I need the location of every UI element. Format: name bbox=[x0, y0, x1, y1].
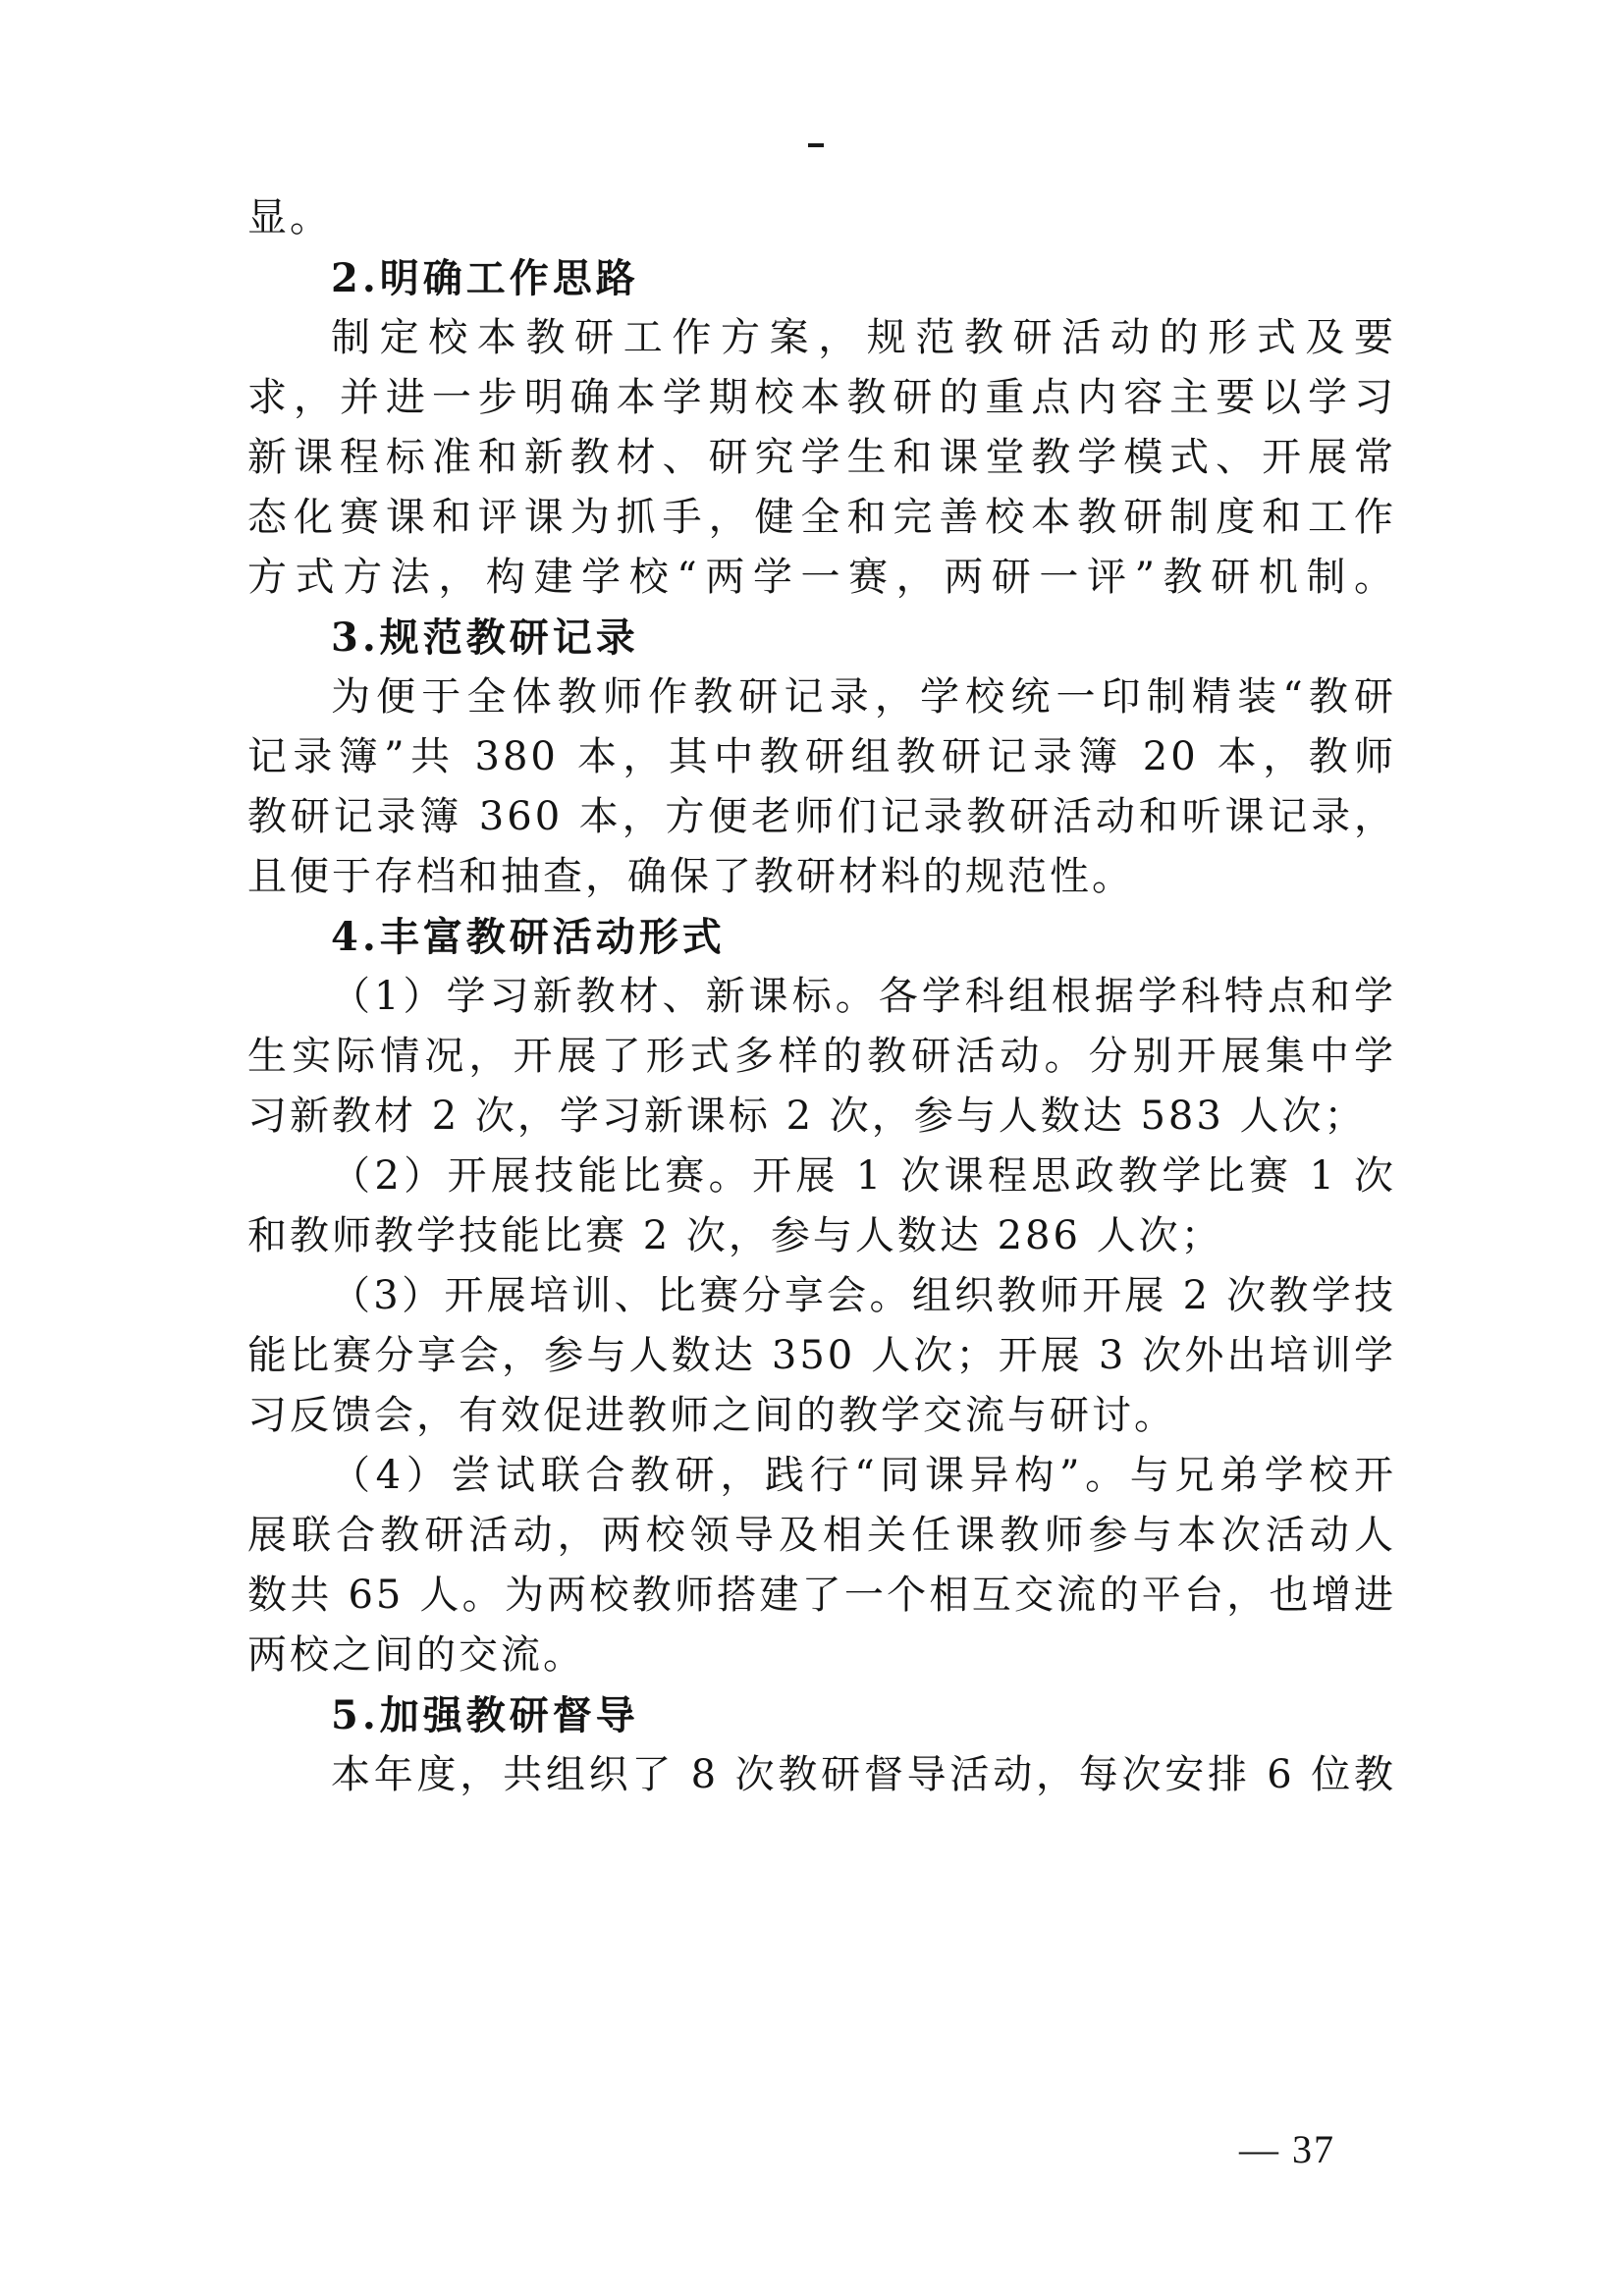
section-heading: 5.加强教研督导 bbox=[331, 1692, 639, 1738]
section-heading: 2.明确工作思路 bbox=[331, 255, 639, 301]
body-line: 生实际情况，开展了形式多样的教研活动。分别开展集中学 bbox=[247, 1034, 1396, 1079]
body-line: 习新教材 2 次，学习新课标 2 次，参与人数达 583 人次； bbox=[247, 1094, 1367, 1139]
body-line: （4）尝试联合教研，践行“同课异构”。与兄弟学校开 bbox=[331, 1453, 1396, 1498]
document-body bbox=[247, 188, 1396, 1805]
body-line: 且便于存档和抽查，确保了教研材料的规范性。 bbox=[247, 854, 1134, 899]
body-line: 教研记录簿 360 本，方便老师们记录教研活动和听课记录， bbox=[247, 794, 1396, 839]
body-line: 两校之间的交流。 bbox=[247, 1632, 585, 1678]
body-line: 展联合教研活动，两校领导及相关任课教师参与本次活动人 bbox=[247, 1513, 1396, 1558]
body-line: 本年度，共组织了 8 次教研督导活动，每次安排 6 位教 bbox=[331, 1752, 1396, 1797]
body-line: 制定校本教研工作方案，规范教研活动的形式及要 bbox=[331, 315, 1396, 360]
body-line: 态化赛课和评课为抓手，健全和完善校本教研制度和工作 bbox=[247, 495, 1396, 540]
body-line: （1）学习新教材、新课标。各学科组根据学科特点和学 bbox=[331, 974, 1396, 1019]
body-line: 为便于全体教师作教研记录，学校统一印制精装“教研 bbox=[331, 674, 1396, 720]
section-heading: 4.丰富教研活动形式 bbox=[331, 914, 726, 960]
body-line: 新课程标准和新教材、研究学生和课堂教学模式、开展常 bbox=[247, 435, 1396, 480]
body-line: （2）开展技能比赛。开展 1 次课程思政教学比赛 1 次 bbox=[331, 1153, 1396, 1199]
body-line: 和教师教学技能比赛 2 次，参与人数达 286 人次； bbox=[247, 1213, 1223, 1258]
body-line: 能比赛分享会，参与人数达 350 人次；开展 3 次外出培训学 bbox=[247, 1333, 1396, 1378]
body-line: 记录簿”共 380 本，其中教研组教研记录簿 20 本，教师 bbox=[247, 734, 1396, 779]
header-mark bbox=[808, 143, 824, 147]
section-heading: 3.规范教研记录 bbox=[331, 614, 639, 661]
body-line: 显。 bbox=[247, 195, 332, 240]
page-number: — 37 bbox=[1239, 2127, 1335, 2171]
body-line: 习反馈会，有效促进教师之间的教学交流与研讨。 bbox=[247, 1393, 1176, 1438]
body-line: 方式方法，构建学校“两学一赛，两研一评”教研机制。 bbox=[247, 555, 1396, 600]
body-line: 求，并进一步明确本学期校本教研的重点内容主要以学习 bbox=[247, 375, 1396, 420]
body-line: （3）开展培训、比赛分享会。组织教师开展 2 次教学技 bbox=[331, 1273, 1396, 1318]
body-line: 数共 65 人。为两校教师搭建了一个相互交流的平台，也增进 bbox=[247, 1573, 1396, 1618]
